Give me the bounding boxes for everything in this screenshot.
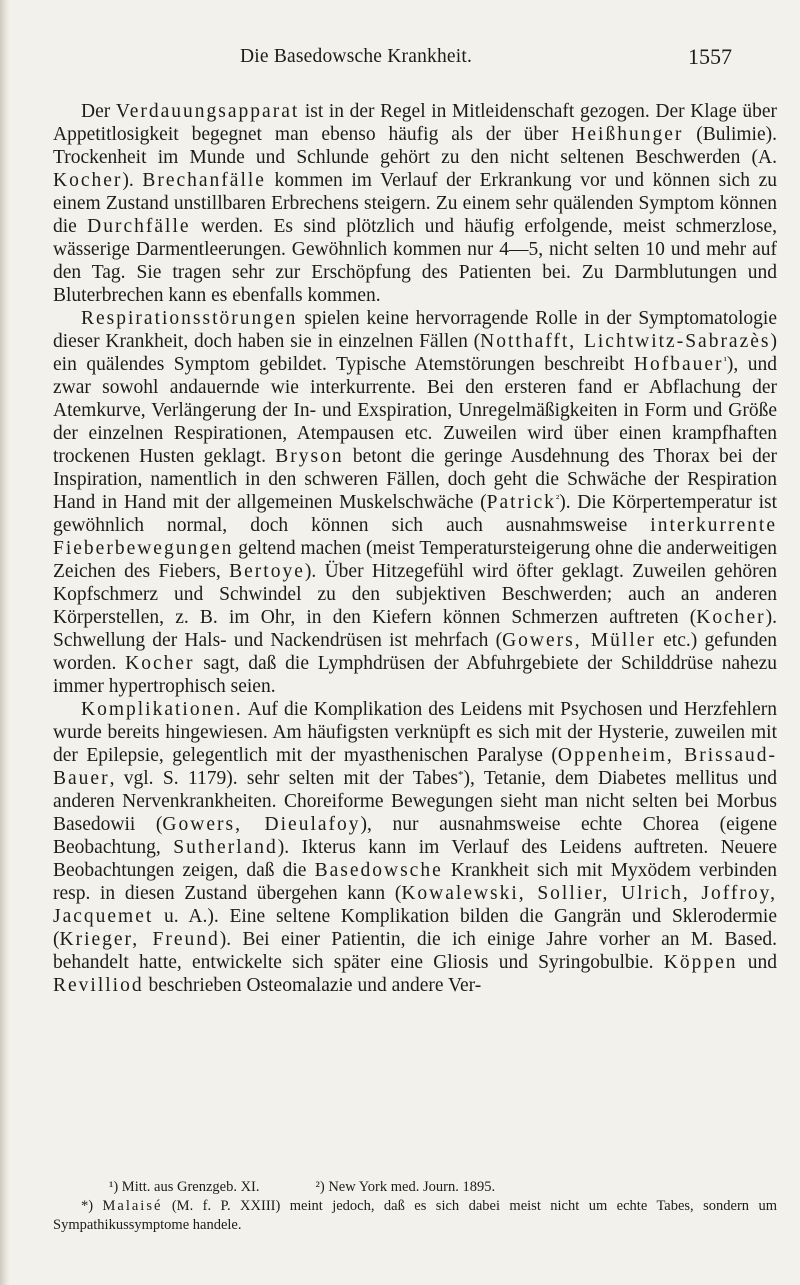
footnote-star-mark: *) xyxy=(81,1198,103,1214)
paragraph-complications xyxy=(53,698,777,997)
text-run: etc.) gefunden worden. xyxy=(53,630,777,674)
text-run: ). Schwellung der Hals- und Nackendrüsen ist mehrfach ( xyxy=(53,607,777,651)
term-basedowsche: Basedowsche xyxy=(314,860,443,881)
author-patrick: Patrick xyxy=(486,492,556,513)
text-run: ). Bei einer Patientin, die ich einige Jahre vorher an M. Based. behandelt hatte, entwickelte sich später eine Gliosis und Syringobulbie. xyxy=(53,929,777,973)
author-revilliod: Revilliod xyxy=(53,975,144,996)
term-respirationsstoerungen: Respirationsstörungen xyxy=(81,308,298,329)
footnote-2: ²) New York med. Journ. 1895. xyxy=(315,1179,496,1195)
page-binding-edge xyxy=(0,0,10,1285)
text-run: u. A.). Eine seltene Komplikation bilden die Gangrän und Sklerodermie ( xyxy=(53,906,777,950)
author-gowers-dieulafoy: Gowers, Dieulafoy xyxy=(162,814,361,835)
page-header xyxy=(70,46,760,76)
page-number: 1557 xyxy=(688,44,732,69)
author-gowers-mueller: Gowers, Müller xyxy=(502,630,656,651)
footnote-1: ¹) Mitt. aus Grenzgeb. XI. xyxy=(109,1179,260,1195)
running-head: Die Basedowsche Krankheit. xyxy=(240,46,473,67)
footnote-ref-1[interactable]: ¹ xyxy=(723,355,727,367)
footnote-ref-star[interactable]: * xyxy=(457,769,464,781)
text-run: beschrieben Osteomalazie und andere Ver- xyxy=(143,975,482,996)
text-run: betont die geringe Ausdehnung des Thorax bei der Inspiration, namentlich in den schweren Fällen, doch geht die Schwäche der Respiration Hand in Hand mit der allgemeinen Muskelschwäche ( xyxy=(53,446,778,513)
footnote-ref-2[interactable]: ² xyxy=(555,493,560,505)
text-run: ), nur ausnahmsweise echte Chorea (eigene Beobachtung, xyxy=(53,814,777,858)
author-kowalewski-list: Kowalewski, Sollier, Ulrich, Joffroy, Jacquemet xyxy=(53,883,777,927)
text-run: ) ein quälendes Symptom gebildet. Typische Atemstörungen beschreibt xyxy=(53,331,777,375)
author-kocher: Kocher xyxy=(696,607,766,628)
author-bryson: Bryson xyxy=(275,446,344,467)
author-bertoye: Bertoye xyxy=(229,561,305,582)
text-run: ). Ikterus kann im Verlauf des Leidens auftreten. Neuere Beobachtungen zeigen, daß die xyxy=(53,837,778,881)
text-run: ), und zwar sowohl andauernde wie interkurrente. Bei den ersteren fand er Abflachung der Atemkurve, Verlängerung der In- und Exspiration, Unregelmäßigkeiten in Form und Größe der einzelnen Respirationen, Atempausen etc. Zuweilen wird über einen krampfhaften trockenen Husten geklagt. xyxy=(53,354,777,467)
term-fieberbewegungen: interkurrente Fieberbewegungen xyxy=(53,515,777,559)
term-verdauungsapparat: Verdauungsapparat xyxy=(115,101,300,122)
author-hofbauer: Hofbauer xyxy=(633,354,724,375)
text-run: sagt, daß die Lymphdrüsen der Abfuhrgebiete der Schilddrüse nahezu immer hypertrophisch seien. xyxy=(53,653,777,697)
body-text xyxy=(53,100,777,997)
text-run: ). Über Hitzegefühl wird öfter geklagt. Zuweilen gehören Kopfschmerz und Schwindel zu den subjektiven Beschwerden; auch an anderen Körperstellen, z. B. im Ohr, in den Kiefern können Schmerzen auftreten ( xyxy=(53,561,777,628)
author-krieger-freund: Krieger, Freund xyxy=(59,929,220,950)
footnotes xyxy=(53,1178,777,1235)
text-run: ist in der Regel in Mitleidenschaft gezogen. Der Klage über Appetitlosigkeit begegnet man ebenso häufig als der über xyxy=(53,101,777,145)
paragraph-digestive-system xyxy=(53,100,777,307)
footnote-line-1 xyxy=(53,1178,777,1197)
text-run: (Bulimie). Trockenheit im Munde und Schlunde gehört zu den nicht seltenen Beschwerden (A. xyxy=(53,124,777,168)
text-run: ). xyxy=(122,170,143,191)
text-run: werden. Es sind plötzlich und häufig erfolgende, meist schmerzlose, wässerige Darmentleerungen. Gewöhnlich kommen nur 4—5, nicht selten 10 und mehr auf den Tag. Sie tragen sehr zur Erschöpfung des Patienten bei. Zu Darmblutungen und Bluterbrechen kann es ebenfalls kommen. xyxy=(53,216,777,306)
author-sutherland: Sutherland xyxy=(173,837,278,858)
author-kocher: Kocher xyxy=(53,170,123,191)
footnote-star xyxy=(53,1197,777,1235)
author-oppenheim-brissaud: Oppenheim, Brissaud-Bauer xyxy=(53,745,777,789)
text-run: Krankheit sich mit Myxödem verbinden resp. in diesen Zustand übergehen kann ( xyxy=(53,860,777,904)
author-kocher: Kocher xyxy=(125,653,195,674)
author-notthafft-lichtwitz: Notthafft, Lichtwitz-Sabrazès xyxy=(480,331,771,352)
author-koeppen: Köppen xyxy=(663,952,738,973)
text-run: ), Tetanie, dem Diabetes mellitus und anderen Nervenkrankheiten. Choreiforme Bewegungen sieht man nicht selten bei Morbus Basedowii ( xyxy=(53,768,777,835)
author-malaise: Malaisé xyxy=(102,1198,163,1214)
text-run: spielen keine hervorragende Rolle in der Symptomatologie dieser Krankheit, doch haben sie in einzelnen Fällen ( xyxy=(53,308,777,352)
footnote-star-text: (M. f. P. XXIII) meint jedoch, daß es sich dabei meist nicht um echte Tabes, sondern um Sympathikussymptome handele. xyxy=(53,1198,777,1233)
text-run: ). Die Körpertemperatur ist gewöhnlich normal, doch können sich auch ausnahmsweise xyxy=(53,492,777,536)
term-durchfaelle: Durchfälle xyxy=(87,216,191,237)
text-run: , vgl. S. 1179). sehr selten mit der Tabes xyxy=(109,768,458,789)
text-run: geltend machen (meist Temperatursteigerung ohne die anderweitigen Zeichen des Fiebers, xyxy=(53,538,777,582)
text-run: kommen im Verlauf der Erkrankung vor und können sich zu einem Zustand unstillbaren Erbrechens steigern. Zu einem sehr quälenden Symptom können die xyxy=(53,170,777,237)
term-komplikationen: Komplikationen. xyxy=(81,699,243,720)
text-run: und xyxy=(737,952,778,973)
term-heisshunger: Heißhunger xyxy=(571,124,684,145)
text-run: Auf die Komplikation des Leidens mit Psychosen und Herzfehlern wurde bereits hingewiesen. Am häufigsten verknüpft es sich mit der Hysterie, zuweilen mit der Epilepsie, gelegentlich mit der myasthenischen Paralyse ( xyxy=(53,699,777,766)
text-run: Der xyxy=(81,101,116,122)
paragraph-respiration xyxy=(53,307,777,698)
term-brechanfaelle: Brechanfälle xyxy=(142,170,266,191)
